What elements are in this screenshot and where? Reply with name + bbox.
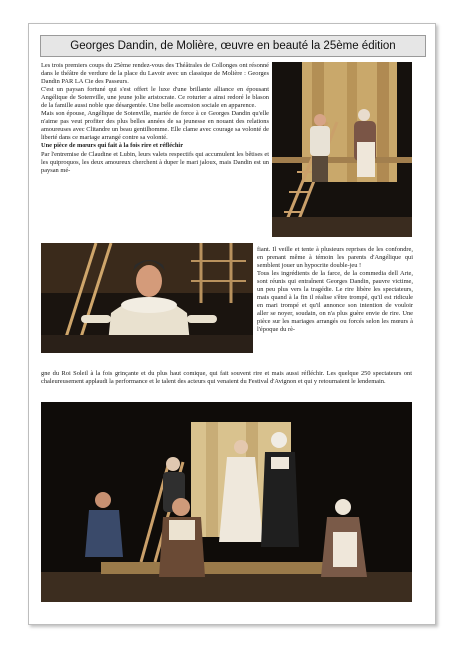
paragraph: Les trois premiers coups du 25ème rendez-vous des Théâtrales de Collonges ont résonné dans le théâtre de verdure de la place du Lavoir avec un classique de Molière : Georges Dandin PAR LA Cie des Passeurs. — [41, 62, 269, 86]
subheading: Une pièce de mœurs qui fait à la fois rire et réfléchir — [41, 142, 184, 150]
closing-text — [41, 370, 412, 386]
article-page — [28, 23, 436, 625]
column-text — [257, 246, 413, 335]
stage-photo-1 — [272, 62, 412, 237]
paragraph: Par l'entremise de Claudine et Lubin, leurs valets respectifs qui accumulent les bêtises et les quiproquos, les deux amoureux cherchent à duper le mari jaloux, mais Dandin est un paysan mé- — [41, 150, 269, 174]
paragraph: fiant. Il veille et tente à plusieurs reprises de les confondre, en prenant même à témoin les parents d'Angélique qui semblent jouer un hypocrite double-jeu ! — [257, 246, 413, 270]
paragraph: Mais son épouse, Angélique de Sotenville, mariée de force à ce Georges Dandin qu'elle n'aime pas veut profiter des plus belles années de sa jeunesse en nouant des relations amoureuses avec Clitandre un beau gentilhomme. Elle clame avec courage sa volonté de liberté dans ce mariage arrangé contre sa volonté. — [41, 110, 269, 142]
stage-photo-2 — [41, 243, 253, 353]
stage-photo-3 — [41, 402, 412, 602]
paragraph: C'est un paysan fortuné qui s'est offert le luxe d'une brillante alliance en épousant Angélique de Sotenville, une jeune jolie aristocrate. Ce roturier a ainsi redoré le blason de la famille aussi noble que désargentée. Une belle ascension sociale en apparence. — [41, 86, 269, 110]
intro-text — [41, 62, 269, 175]
paragraph: gne du Roi Soleil à la fois grinçante et du plus haut comique, qui fait souvent rire et mais aussi réfléchir. Les quelque 250 spectateurs ont chaleureusement applaudi la performance et le talent des acteurs qui venaient du Festival d'Avignon et qui y retournaient le lendemain. — [41, 370, 412, 386]
paragraph: Tous les ingrédients de la farce, de la commedia dell Arte, sont réunis qui entraînent Georges Dandin, pauvre victime, un peu plus vers la tragédie. Le rire libère les spectateurs, mais quand à la fin il réalise s'être trompé, qu'il est ridicule en mari trompé et qu'il annonce son intention de vouloir aller se noyer, soudain, on n'a plus guère envie de rire. Une pièce sur les mariages arrangés ou forcés selon les mœurs à l'époque du rè- — [257, 270, 413, 334]
article-title: Georges Dandin, de Molière, œuvre en beauté la 25ème édition — [40, 35, 426, 57]
